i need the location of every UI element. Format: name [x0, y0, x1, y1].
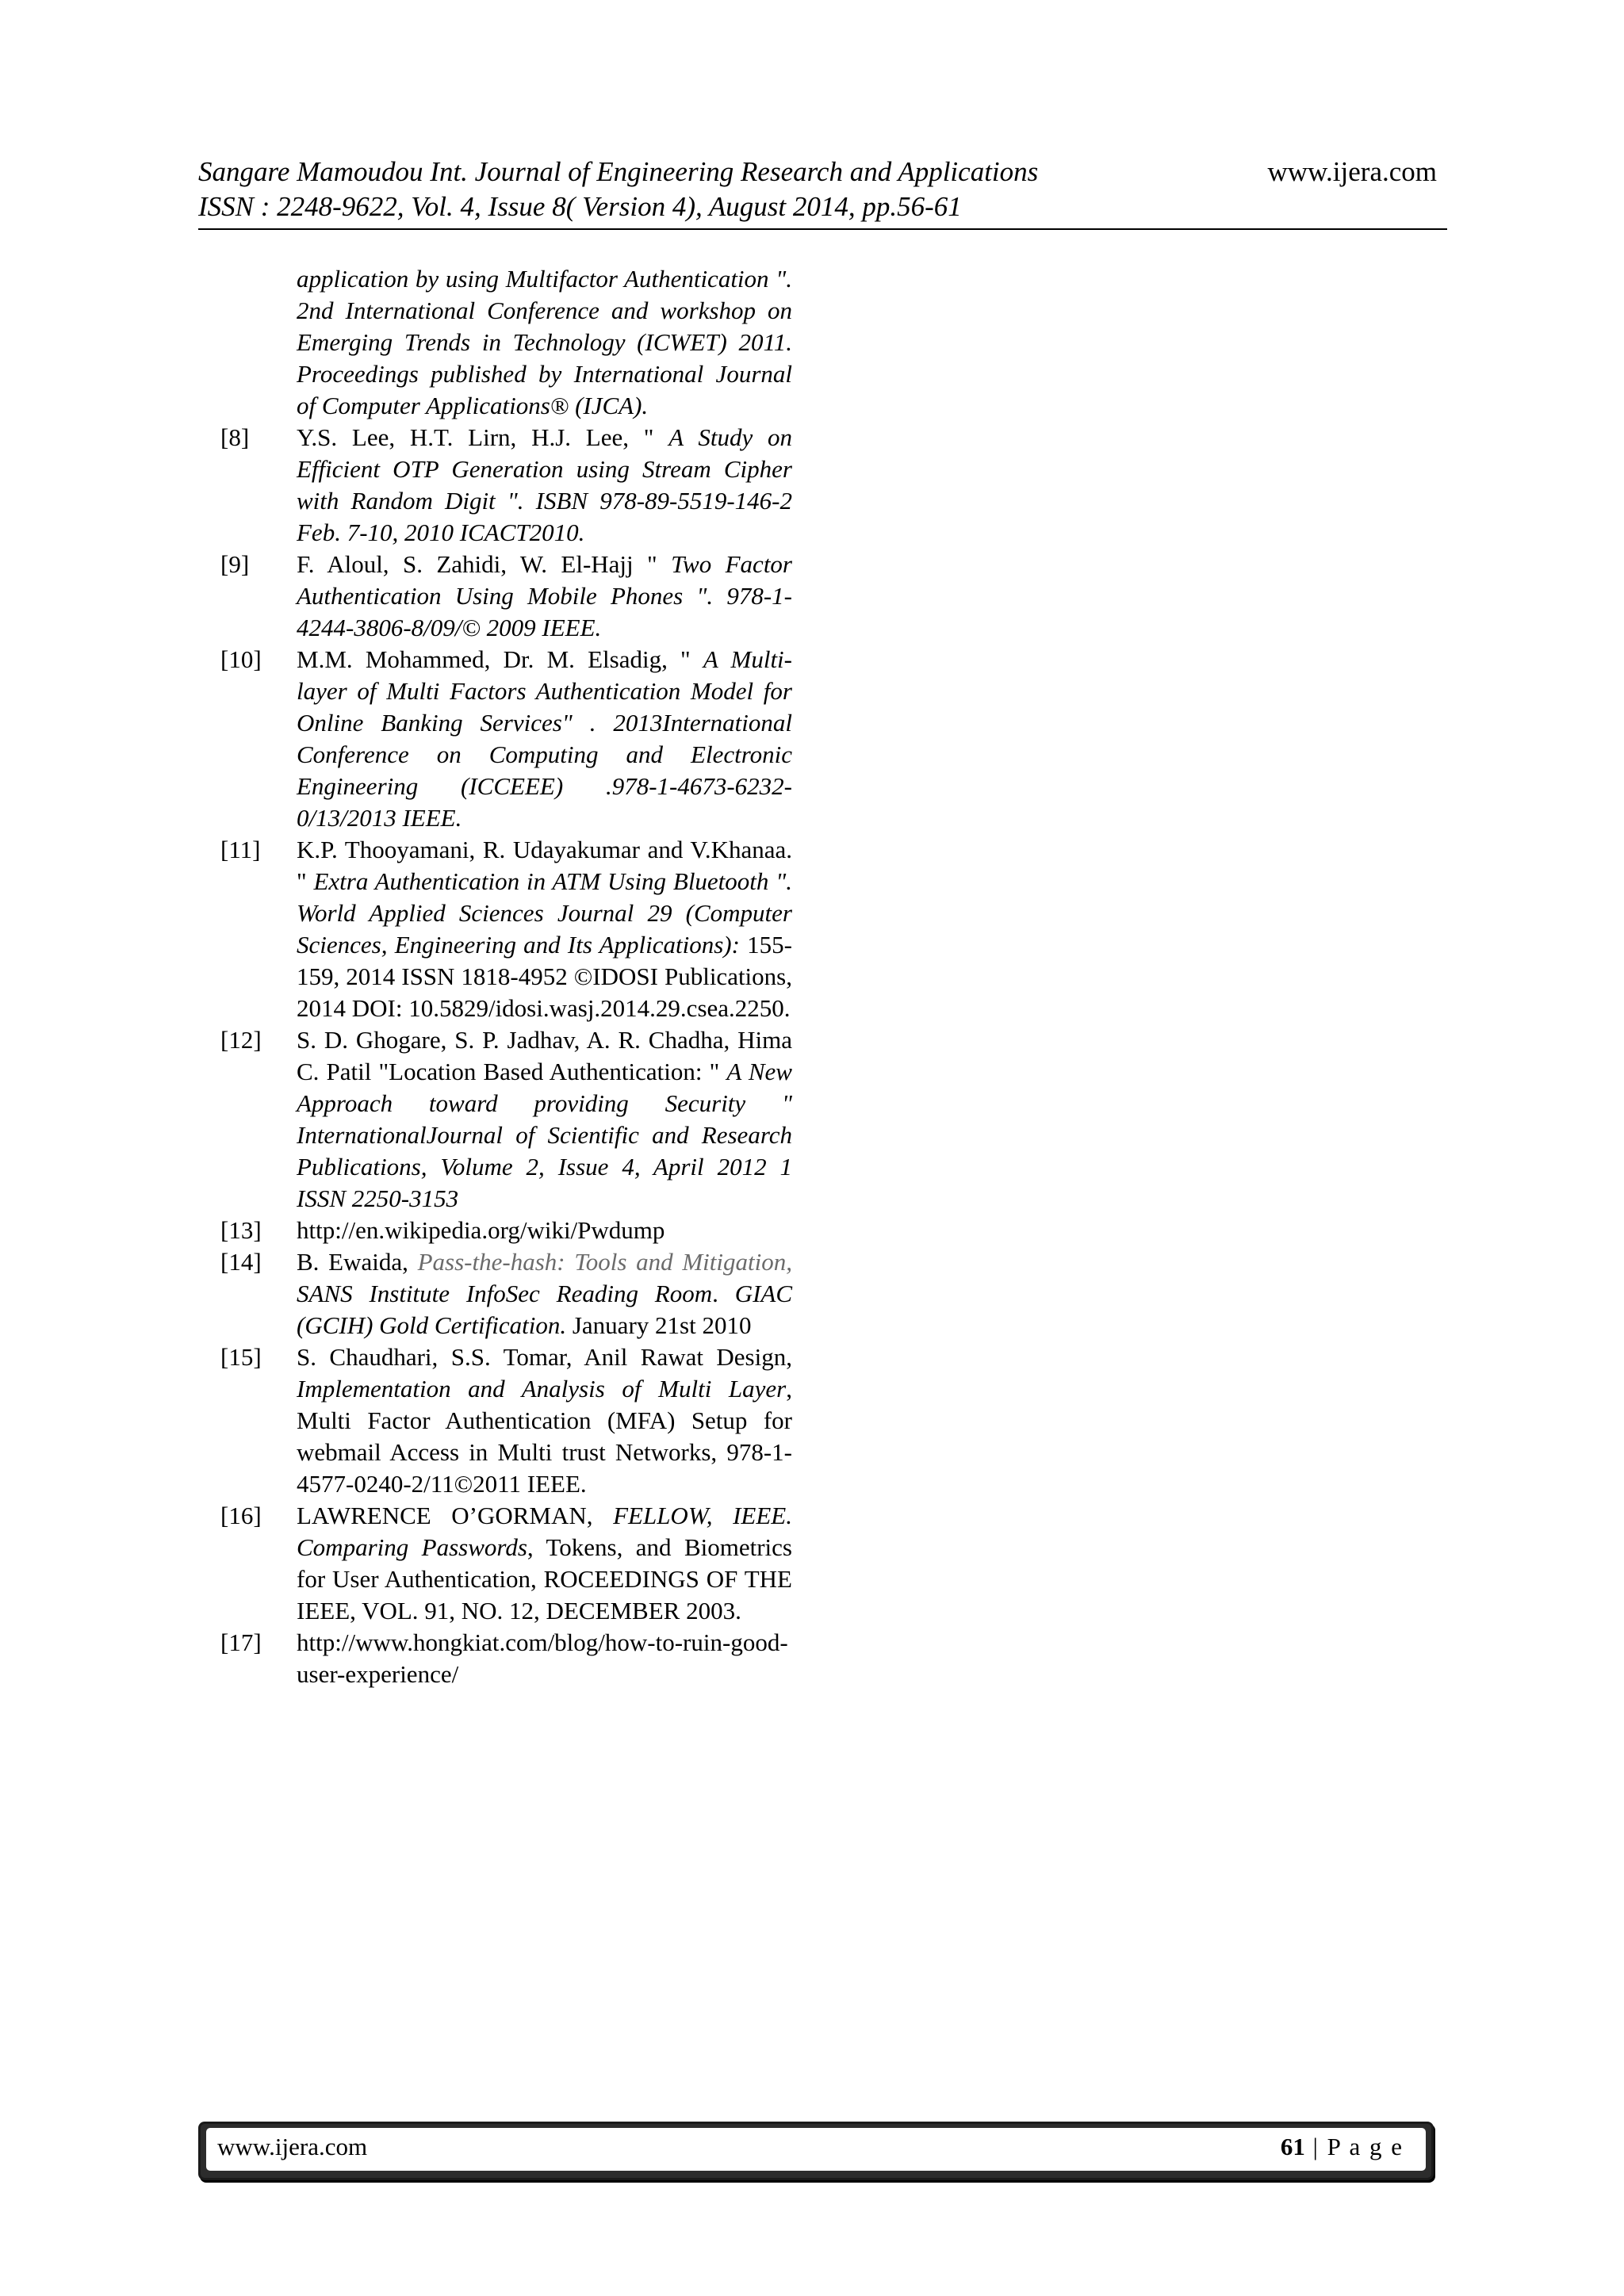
reference-item: [220, 1341, 793, 1500]
reference-number: [11]: [220, 836, 261, 863]
reference-segment: , Multi Factor Authentication (MFA) Setup for webmail Access in Multi trust Networks, 978-1-4577-0240-2/11©2011 IEEE.: [297, 1375, 792, 1498]
footer-website-link[interactable]: www.ijera.com: [217, 2133, 368, 2160]
reference-text: [297, 1246, 792, 1341]
issn-line: ISSN : 2248-9622, Vol. 4, Issue 8( Version 4), August 2014, pp.56-61: [198, 191, 962, 222]
reference-segment: January 21st 2010: [566, 1311, 752, 1339]
reference-segment: M.M. Mohammed, Dr. M. Elsadig, ": [297, 645, 703, 673]
reference-text: [297, 1341, 792, 1500]
reference-text: [297, 1627, 792, 1690]
reference-number: [10]: [220, 645, 262, 673]
reference-segment: Y.S. Lee, H.T. Lirn, H.J. Lee, ": [297, 423, 669, 451]
reference-number: [220, 263, 297, 422]
reference-number: [9]: [220, 550, 250, 578]
reference-item: [220, 1215, 793, 1246]
reference-segment: A New Approach toward providing Security " InternationalJournal of Scientific and Research Publications, Volume 2, Issue 4, April 2012 1 ISSN 2250-3153: [297, 1058, 792, 1212]
reference-item: [220, 422, 793, 549]
reference-segment: Extra Authentication in ATM Using Bluetooth ". World Applied Sciences Journal 29 (Computer Sciences, Engineering and Its Applications):: [297, 867, 792, 959]
reference-segment: 155-159, 2014 ISSN 1818-4952 ©IDOSI Publications, 2014 DOI: 10.5829/idosi.wasj.2014.29.csea.2250.: [297, 931, 792, 1022]
reference-segment: A Multi-layer of Multi Factors Authentication Model for Online Banking Services" . 2013International Conference on Computing and Electronic Engineering (ICCEEE) .978-1-4673-6232-0/13/2013 IEEE.: [297, 645, 792, 832]
reference-segment: FELLOW, IEEE. Comparing Passwords: [297, 1502, 792, 1561]
reference-text: [297, 549, 792, 644]
reference-list: [220, 263, 793, 1690]
reference-segment: B. Ewaida,: [297, 1248, 418, 1276]
reference-text: [297, 422, 792, 549]
reference-item: [220, 1627, 793, 1690]
reference-text: [297, 644, 792, 834]
reference-number: [15]: [220, 1343, 262, 1371]
page-number: 61: [1280, 2133, 1305, 2160]
reference-item: [220, 644, 793, 834]
reference-segment: .: [712, 1280, 735, 1307]
reference-segment: GIAC (GCIH) Gold Certification.: [297, 1280, 793, 1339]
reference-number: [12]: [220, 1026, 262, 1054]
reference-segment: SANS Institute InfoSec Reading Room: [297, 1280, 713, 1307]
reference-number: [14]: [220, 1248, 262, 1276]
reference-item: [220, 834, 793, 1024]
reference-segment: Implementation and Analysis of Multi Layer: [297, 1375, 787, 1402]
reference-text: [297, 263, 792, 422]
reference-segment: Pass-the-hash: Tools and Mitigation,: [417, 1248, 792, 1276]
footer-panel: [206, 2128, 1426, 2171]
reference-text: [297, 1500, 792, 1627]
reference-item: [220, 263, 793, 422]
reference-segment: Two Factor Authentication Using Mobile Phones ". 978-1-4244-3806-8/09/© 2009 IEEE.: [297, 550, 792, 641]
reference-segment: K.P. Thooyamani, R. Udayakumar and V.Khanaa. ": [297, 836, 792, 895]
reference-item: [220, 1246, 793, 1341]
reference-text: [297, 1024, 792, 1215]
reference-segment: http://en.wikipedia.org/wiki/Pwdump: [297, 1216, 665, 1244]
reference-item: [220, 1024, 793, 1215]
header-website-link[interactable]: www.ijera.com: [1267, 156, 1437, 187]
reference-segment: http://www.hongkiat.com/blog/how-to-ruin-good-user-experience/: [297, 1628, 788, 1688]
reference-item: [220, 1500, 793, 1627]
reference-number: [17]: [220, 1628, 262, 1656]
page-word: | P a g e: [1304, 2133, 1404, 2160]
reference-segment: S. D. Ghogare, S. P. Jadhav, A. R. Chadha, Hima C. Patil "Location Based Authentication: ": [297, 1026, 792, 1085]
reference-text: [297, 834, 792, 1024]
reference-segment: S. Chaudhari, S.S. Tomar, Anil Rawat Design,: [297, 1343, 792, 1371]
reference-number: [16]: [220, 1502, 262, 1529]
running-header: [198, 155, 1443, 224]
journal-title: Sangare Mamoudou Int. Journal of Engineering Research and Applications: [198, 156, 1039, 187]
header-divider: [198, 228, 1447, 230]
page-footer: [198, 2122, 1434, 2180]
reference-item: [220, 549, 793, 644]
reference-segment: application by using Multifactor Authentication ". 2nd International Conference and workshop on Emerging Trends in Technology (ICWET) 2011. Proceedings published by International Journal of Computer Applications® (IJCA).: [297, 265, 792, 419]
reference-segment: LAWRENCE O’GORMAN,: [297, 1502, 614, 1529]
reference-number: [8]: [220, 423, 250, 451]
reference-segment: A Study on Efficient OTP Generation using Stream Cipher with Random Digit ". ISBN 978-89-5519-146-2 Feb. 7-10, 2010 ICACT2010.: [297, 423, 792, 546]
reference-segment: , Tokens, and Biometrics for User Authentication, ROCEEDINGS OF THE IEEE, VOL. 91, NO. 12, DECEMBER 2003.: [297, 1533, 792, 1624]
reference-segment: F. Aloul, S. Zahidi, W. El-Hajj ": [297, 550, 672, 578]
reference-number: [13]: [220, 1216, 262, 1244]
reference-text: [297, 1215, 792, 1246]
page-number-label: [1281, 2133, 1404, 2161]
